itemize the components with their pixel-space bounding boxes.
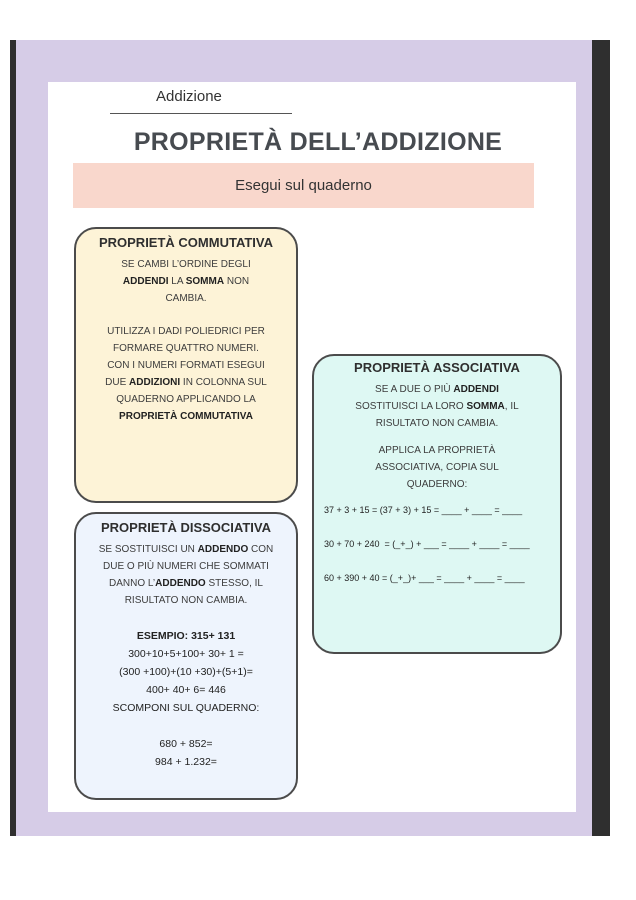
card-commutativa bbox=[74, 227, 298, 503]
exercise-line: 680 + 852= bbox=[159, 738, 213, 750]
dissociativa-instruction: SCOMPONI SUL QUADERNO: bbox=[112, 702, 260, 714]
card-title-commutativa: PROPRIETÀ COMMUTATIVA bbox=[98, 235, 274, 250]
banner-text: Esegui sul quaderno bbox=[235, 177, 372, 194]
associativa-task: APPLICA LA PROPRIETÀ ASSOCIATIVA, COPIA SUL QUADERNO: bbox=[375, 445, 499, 490]
example-line: (300 +100)+(10 +30)+(5+1)= bbox=[119, 666, 253, 678]
example-line: 400+ 40+ 6= 446 bbox=[146, 684, 226, 696]
commutativa-rule: SE CAMBI L’ORDINE DEGLI ADDENDI LA SOMMA NON CAMBIA. bbox=[121, 259, 251, 304]
card-title-associativa: PROPRIETÀ ASSOCIATIVA bbox=[354, 360, 520, 375]
card-associativa bbox=[312, 354, 562, 654]
exercise-line: 30 + 70 + 240 = (_+_) + ___ = ____ + ____ = ____ bbox=[324, 539, 530, 549]
card-dissociativa bbox=[74, 512, 298, 800]
exercise-line: 37 + 3 + 15 = (37 + 3) + 15 = ____ + ____ = ____ bbox=[324, 505, 523, 515]
commutativa-task: UTILIZZA I DADI POLIEDRICI PER FORMARE QUATTRO NUMERI. CON I NUMERI FORMATI ESEGUI DUE ADDIZIONI IN COLONNA SUL QUADERNO APPLICANDO LA PROPRIETÀ COMMUTATIVA bbox=[105, 326, 267, 422]
instruction-banner bbox=[73, 163, 534, 208]
page-title: PROPRIETÀ DELL’ADDIZIONE bbox=[133, 128, 503, 156]
dissociativa-rule: SE SOSTITUISCI UN ADDENDO CON DUE O PIÙ NUMERI CHE SOMMATI DANNO L’ADDENDO STESSO, IL RISULTATO NON CAMBIA. bbox=[98, 544, 274, 606]
exercise-line: 60 + 390 + 40 = (_+_)+ ___ = ____ + ____ = ____ bbox=[324, 573, 525, 583]
example-label: ESEMPIO: 315+ 131 bbox=[136, 630, 236, 642]
card-title-dissociativa: PROPRIETÀ DISSOCIATIVA bbox=[101, 520, 271, 535]
example-line: 300+10+5+100+ 30+ 1 = bbox=[128, 648, 244, 660]
dissociativa-exercises bbox=[84, 735, 288, 771]
associativa-exercises bbox=[320, 493, 554, 595]
subject-underline bbox=[110, 113, 292, 114]
exercise-line: 984 + 1.232= bbox=[155, 756, 217, 768]
associativa-rule: SE A DUE O PIÙ ADDENDI SOSTITUISCI LA LORO SOMMA, IL RISULTATO NON CAMBIA. bbox=[355, 384, 519, 429]
dissociativa-example bbox=[84, 627, 288, 717]
subject-label: Addizione bbox=[156, 88, 222, 105]
